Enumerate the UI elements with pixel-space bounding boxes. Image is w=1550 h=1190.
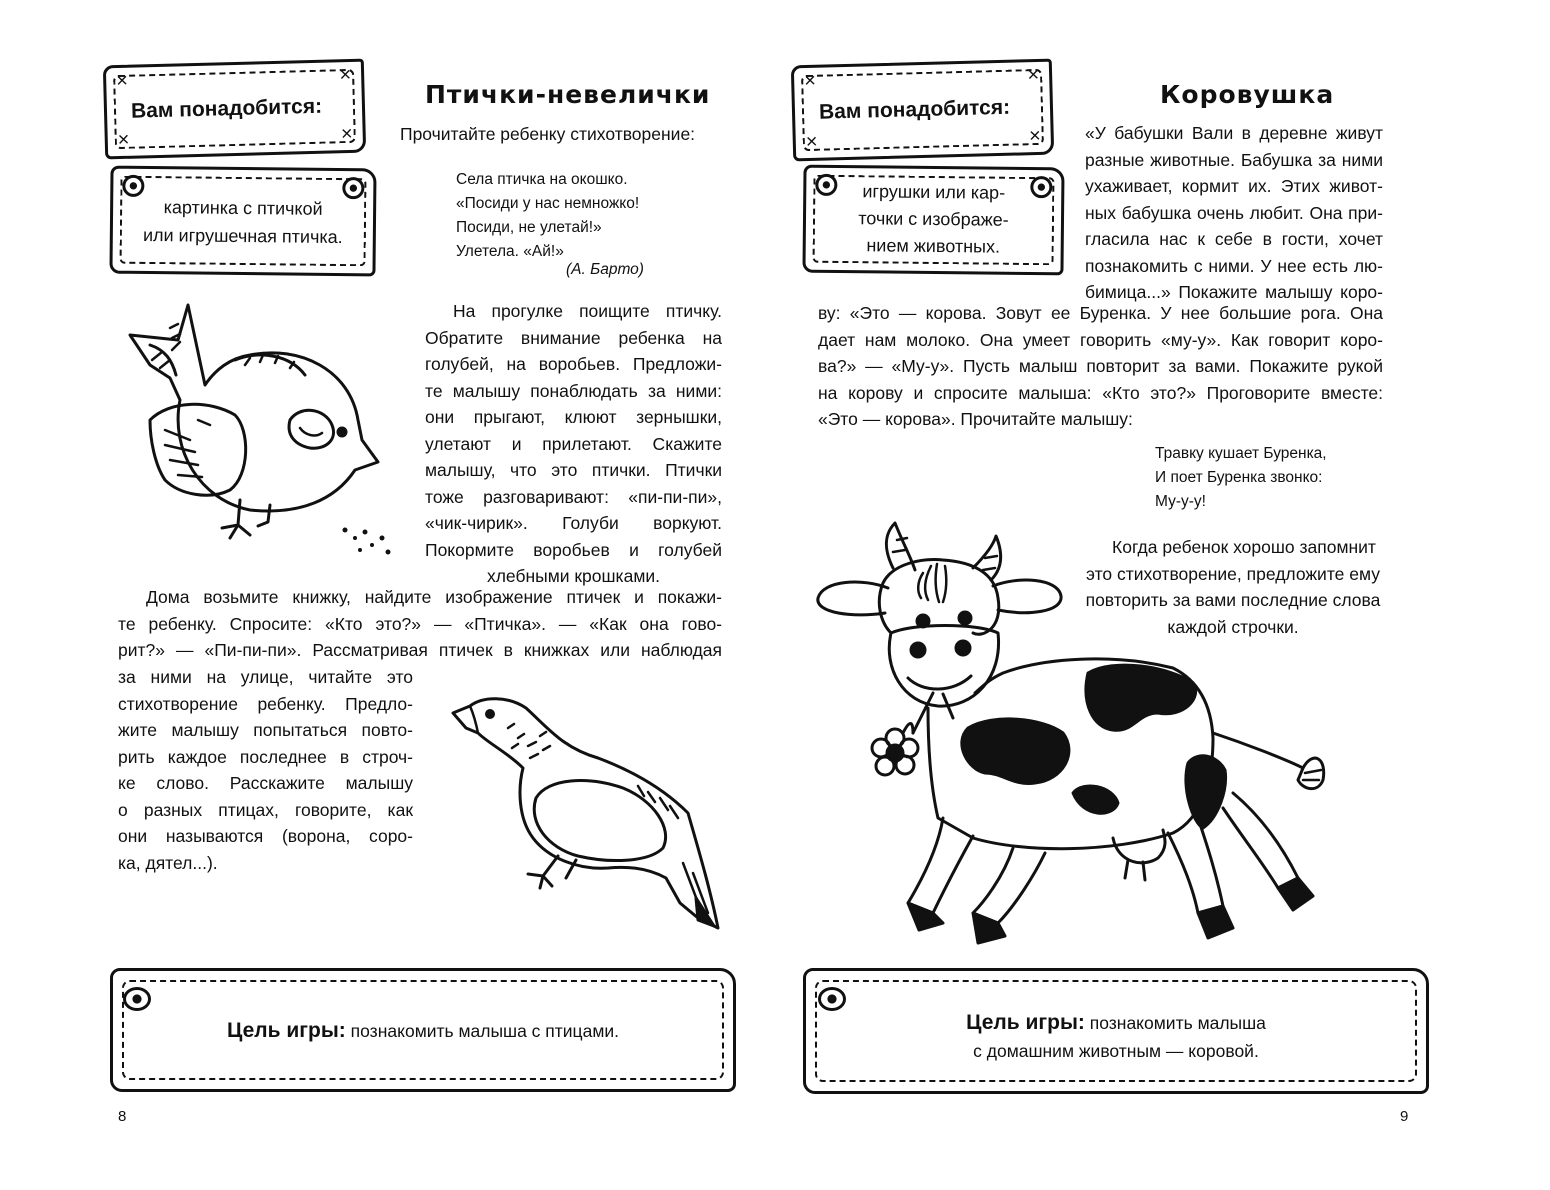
cross-mark-icon: × <box>805 130 818 154</box>
text-line: ву: «Это — корова. Зовут ее Буренка. У нее большие рога. Она <box>818 303 1383 323</box>
paragraph <box>118 584 722 664</box>
text-line: голубей, на воробьев. Предложи- <box>425 354 722 374</box>
goal-text <box>113 1017 733 1045</box>
poem-author: (А. Барто) <box>566 261 644 278</box>
need-text <box>806 178 1062 262</box>
text-line: каждой строчки. <box>1167 616 1299 637</box>
text-line: познакомить с ними. У нее есть лю- <box>1085 255 1383 276</box>
sparrow-illustration <box>110 300 400 570</box>
cross-mark-icon: × <box>340 122 353 146</box>
text-line: стихотворение ребенку. Предло- <box>118 693 413 714</box>
text-line: ных бабушка очень любит. Она при- <box>1085 202 1383 223</box>
page-title: Коровушка <box>1160 80 1335 109</box>
text-line: это стихотворение, предложите ему <box>1086 563 1380 584</box>
text-line: они называются (ворона, соро- <box>118 826 413 846</box>
cross-mark-icon: × <box>1028 124 1042 148</box>
need-text-line: точки с изображе- <box>858 208 1009 230</box>
need-text <box>113 193 374 252</box>
goal-description: познакомить малыша с птицами. <box>350 1021 619 1041</box>
goal-description: познакомить малыша <box>1089 1013 1266 1033</box>
text-line: тоже разговаривают: «пи-пи-пи», <box>425 486 722 507</box>
need-label-tag <box>791 59 1054 162</box>
text-line: «У бабушки Вали в деревне живут <box>1085 123 1383 143</box>
goal-line <box>806 1009 1426 1037</box>
text-line: ка, дятел...). <box>118 852 218 873</box>
text-line: Дома возьмите книжку, найдите изображение птичек и покажи- <box>146 587 722 607</box>
text-line: ва?» — «Му-у». Пусть малыш повторит за вами. Покажите рукой <box>818 356 1383 376</box>
text-line: разные животные. Бабушка за ними <box>1085 149 1383 170</box>
cow-illustration <box>813 518 1333 950</box>
right-page <box>775 0 1550 1190</box>
need-note <box>802 165 1064 276</box>
paragraph <box>425 298 722 590</box>
cross-mark-icon: × <box>115 69 129 93</box>
need-text-line: картинка с птичкой <box>163 197 323 219</box>
text-line: о разных птицах, говорите, как <box>118 799 413 820</box>
goal-box <box>110 968 736 1092</box>
page-title: Птички-невелички <box>425 80 711 109</box>
paragraph <box>818 300 1383 433</box>
text-line: «чик-чирик». Голуби воркуют. <box>425 513 722 533</box>
paragraph <box>118 664 413 876</box>
goal-label: Цель игры: <box>227 1019 346 1042</box>
need-label-tag <box>103 59 366 160</box>
page-number: 8 <box>118 1108 127 1125</box>
text-line: рит?» — «Пи-пи-пи». Рассматривая птичек в книжках или наблюдая <box>118 640 722 660</box>
text-line: хлебными крошками. <box>486 566 661 586</box>
text-line: бимица...» Покажите малышу коро- <box>1085 282 1383 302</box>
text-line: малышу, что это птички. Птички <box>425 460 722 480</box>
intro-text: Прочитайте ребенку стихотворение: <box>400 124 696 144</box>
text-line: ухаживает, кормит их. Этих живот- <box>1085 176 1383 196</box>
cross-mark-icon: × <box>117 128 130 152</box>
need-text-line: нием животных. <box>866 235 1001 257</box>
page-number: 9 <box>1400 1108 1409 1125</box>
need-text-line: или игрушечная птичка. <box>142 224 343 248</box>
text-line: дает нам молоко. Она умеет говорить «му-у». Как говорит коро- <box>818 329 1383 350</box>
text-line: улетают и прилетают. Скажите <box>425 433 722 454</box>
text-line: те малышу понаблюдать за ними: <box>425 380 722 401</box>
poem: Села птичка на окошко. «Посиди у нас немножко! Посиди, не улетай!» Улетела. «Ай!» <box>456 171 640 260</box>
text-line: Покормите воробьев и голубей <box>425 539 722 560</box>
text-line: гласила нас к себе в гости, хочет <box>1085 229 1383 249</box>
need-note <box>109 166 376 277</box>
need-title: Вам понадобится: <box>130 94 323 123</box>
button-icon <box>123 987 151 1011</box>
text-line: рить каждое последнее в строч- <box>118 746 413 767</box>
goal-description: с домашним животным — коровой. <box>973 1041 1259 1061</box>
text-line: за ними на улице, читайте это <box>118 667 413 687</box>
goal-label: Цель игры: <box>966 1011 1085 1034</box>
goal-box <box>803 968 1429 1094</box>
pigeon-illustration <box>448 688 723 938</box>
paragraph <box>1085 120 1383 306</box>
text-line: «Это — корова». Прочитайте малышу: <box>818 409 1133 429</box>
text-line: Когда ребенок хорошо запомнит <box>1112 537 1376 557</box>
goal-text <box>806 1009 1426 1065</box>
text-line: На прогулке поищите птичку. <box>453 301 722 321</box>
text-line: жите малышу попытаться повто- <box>118 720 413 740</box>
button-icon <box>818 987 846 1011</box>
text-line: повторить за вами последние слова <box>1085 590 1381 610</box>
text-line: Обратите внимание ребенка на <box>425 327 722 348</box>
text-line: те ребенку. Спросите: «Кто это?» — «Птичка». — «Как она гово- <box>118 613 722 634</box>
cross-mark-icon: × <box>803 69 817 93</box>
text-line: ке слово. Расскажите малышу <box>118 773 413 793</box>
poem: Травку кушает Буренка, И поет Буренка звонко: Му-у-у! <box>1155 445 1327 510</box>
need-title: Вам понадобится: <box>818 95 1011 124</box>
text-line: на корову и спросите малыша: «Кто это?» Проговорите вместе: <box>818 382 1383 403</box>
cross-mark-icon: × <box>1027 63 1040 87</box>
text-line: они прыгают, клюют зернышки, <box>425 407 722 427</box>
cross-mark-icon: × <box>339 63 352 87</box>
need-text-line: игрушки или кар- <box>862 181 1006 203</box>
